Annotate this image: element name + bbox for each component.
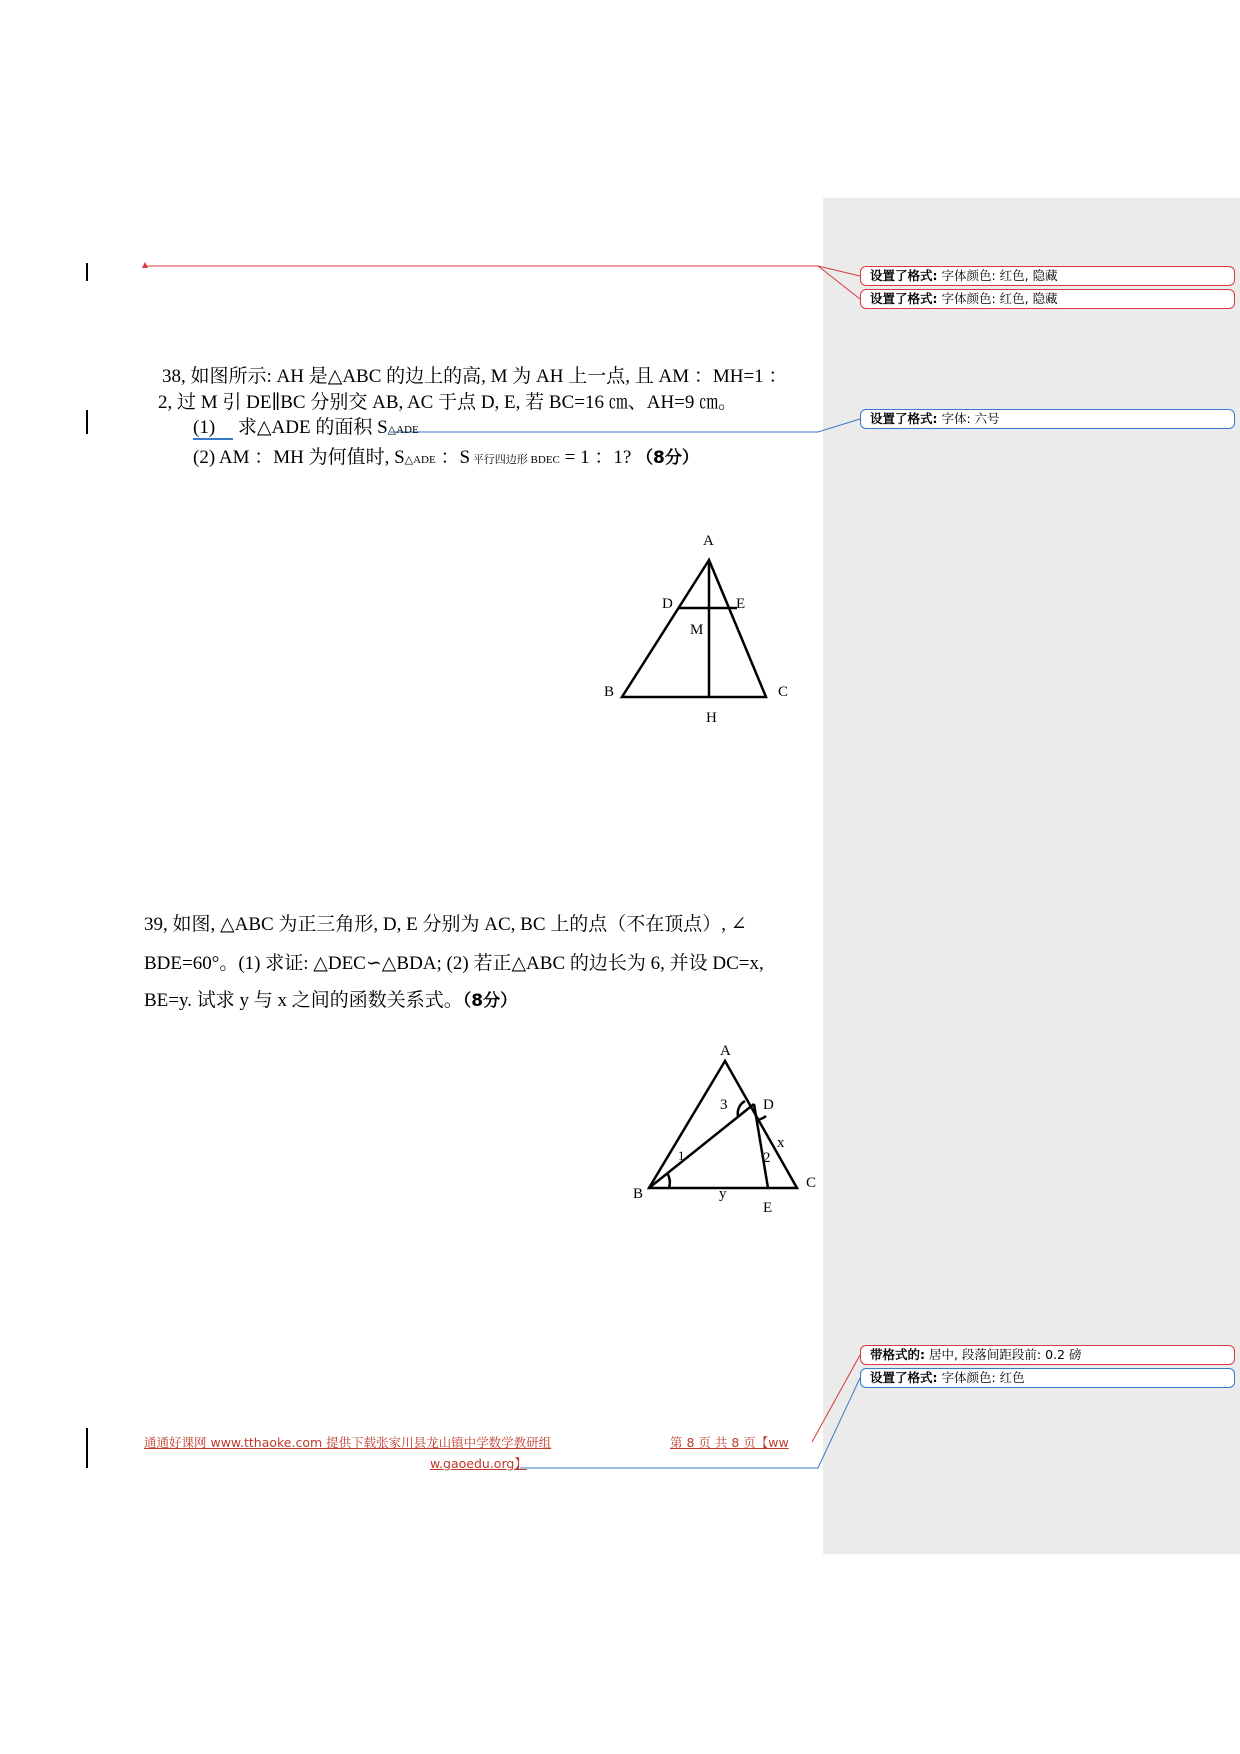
comment-text: 字体: 六号 — [941, 411, 1000, 426]
comment-text: 字体颜色: 红色, 隐藏 — [941, 268, 1058, 283]
q38-part2-sub1: △ADE — [404, 454, 436, 466]
footer-line2[interactable]: w.gaoedu.org】 — [430, 1456, 527, 1471]
comment-label: 设置了格式: — [870, 291, 938, 306]
q39-label-c: C — [806, 1175, 817, 1191]
q38-part2-sub2: 平行四边形 BDEC — [470, 454, 560, 466]
q39-label-e: E — [763, 1200, 773, 1216]
footer-right[interactable]: 第 8 页 共 8 页【ww — [670, 1435, 789, 1450]
comment-label: 带格式的: — [870, 1347, 925, 1362]
comment-text: 字体颜色: 红色, 隐藏 — [941, 291, 1058, 306]
q38-label-h: H — [706, 710, 717, 726]
q39-label-y: y — [719, 1186, 727, 1202]
q38-part1-sub: △ADE — [387, 424, 419, 436]
q39-label-3: 3 — [720, 1097, 728, 1113]
q38-label-b: B — [604, 684, 615, 700]
comment-text: 居中, 段落间距段前: 0.2 磅 — [928, 1347, 1082, 1362]
q38-label-a: A — [703, 533, 714, 549]
q38-label-e: E — [736, 596, 746, 612]
q39-label-a: A — [720, 1043, 731, 1059]
comment-label: 设置了格式: — [870, 411, 938, 426]
q38-label-d: D — [662, 596, 673, 612]
q38-part1-prefix: (1) — [193, 417, 233, 440]
q38-part2-c: = 1 ：1? — [559, 447, 632, 468]
q38-label-m: M — [690, 622, 704, 638]
q38-score: （8分） — [636, 448, 699, 468]
comment-label: 设置了格式: — [870, 268, 938, 283]
q39-label-b: B — [633, 1186, 644, 1202]
q39-label-d: D — [763, 1097, 774, 1113]
q38-part2-a: (2) AM ：MH 为何值时, S — [193, 447, 405, 468]
q39-line3-text: BE=y. 试求 y 与 x 之间的函数关系式。 — [144, 990, 463, 1011]
q39-line1: 39, 如图, △ABC 为正三角形, D, E 分别为 AC, BC 上的点（不在顶点）, ∠ — [144, 914, 747, 935]
footer-left[interactable]: 通通好课网 www.tthaoke.com 提供下载张家川县龙山镇中学数学教研组 — [144, 1435, 552, 1450]
q38-part1-text: 求△ADE 的面积 S — [237, 417, 388, 438]
segment-bd — [649, 1104, 754, 1188]
q38-line2: 2, 过 M 引 DE∥BC 分别交 AB, AC 于点 D, E, 若 BC=16 ㎝、AH=9 ㎝。 — [158, 392, 738, 413]
q39-label-1: 1 — [678, 1148, 685, 1163]
q39-label-x: x — [777, 1135, 785, 1151]
q38-part2-b: ：S — [435, 447, 471, 468]
angle-1-arc — [667, 1173, 670, 1188]
comment-text: 字体颜色: 红色 — [941, 1370, 1025, 1385]
comment-label: 设置了格式: — [870, 1370, 938, 1385]
q39-score: （8分） — [462, 991, 518, 1011]
q39-line2: BDE=60°。(1) 求证: △DEC∽△BDA; (2) 若正△ABC 的边长为 6, 并设 DC=x, — [144, 953, 764, 974]
q38-label-c: C — [778, 684, 789, 700]
q38-line1: 38, 如图所示: AH 是△ABC 的边上的高, M 为 AH 上一点, 且 AM ：MH=1 ： — [162, 366, 788, 387]
q39-label-2: 2 — [763, 1150, 771, 1166]
